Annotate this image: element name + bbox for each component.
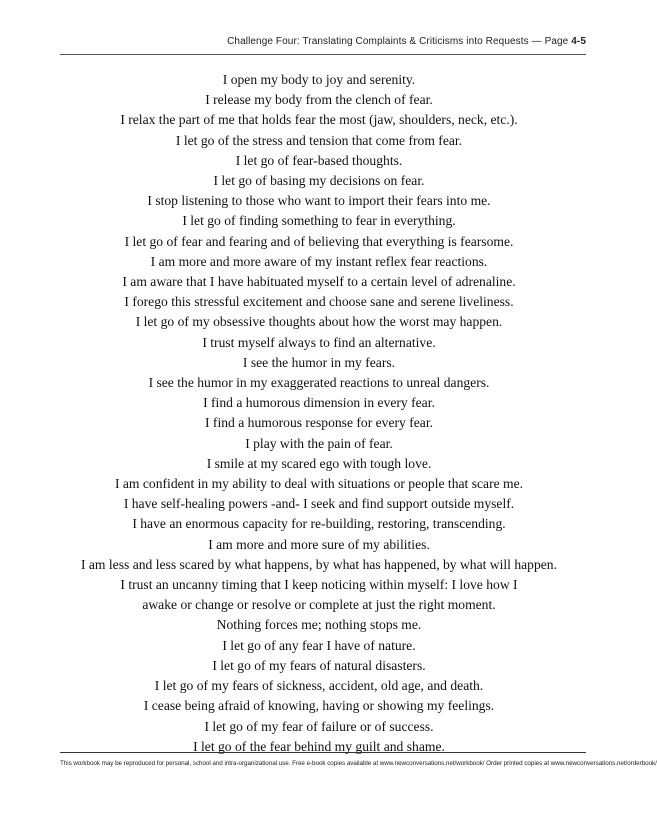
affirmation-line: I let go of my fears of natural disasters.	[212, 657, 426, 673]
affirmation-line: I let go of fear-based thoughts.	[235, 152, 403, 168]
affirmation-line: I have an enormous capacity for re-building, restoring, transcending.	[132, 516, 506, 532]
affirmation-line: I smile at my scared ego with tough love.	[206, 455, 432, 471]
affirmation-line-wrapped	[20, 575, 618, 615]
running-title: Challenge Four: Translating Complaints & Criticisms into Requests — Page	[227, 36, 569, 47]
affirmation-line-part: awake or change or resolve or complete at just the right moment.	[142, 597, 496, 613]
affirmation-line: I release my body from the clench of fear.	[205, 92, 433, 108]
affirmation-line: I let go of my fear of failure or of success.	[204, 718, 434, 734]
affirmation-line: I find a humorous response for every fear.	[205, 415, 433, 431]
affirmation-line: I am more and more aware of my instant reflex fear reactions.	[150, 253, 488, 269]
affirmation-line: I let go of the fear behind my guilt and shame.	[193, 738, 445, 754]
affirmation-line: I play with the pain of fear.	[245, 435, 393, 451]
footer-notice: This workbook may be reproduced for personal, school and intra-organizational use. Free e-book copies available at www.newconversations.net/workbook/ Order printed copies at www.newconversations.net/orderbook/	[60, 760, 657, 767]
affirmation-line: I trust myself always to find an alternative.	[202, 334, 436, 350]
affirmation-line: I let go of fear and fearing and of believing that everything is fearsome.	[124, 233, 514, 249]
affirmation-line: I let go of my fears of sickness, accident, old age, and death.	[154, 678, 484, 694]
affirmation-line: I am aware that I have habituated myself to a certain level of adrenaline.	[122, 274, 516, 290]
affirmation-line: I find a humorous dimension in every fear.	[203, 395, 435, 411]
affirmation-line: I forego this stressful excitement and choose sane and serene liveliness.	[124, 294, 514, 310]
affirmation-line: I am confident in my ability to deal with situations or people that scare me.	[114, 476, 524, 492]
header-divider	[60, 54, 586, 55]
page-number: 4-5	[571, 36, 586, 47]
affirmation-line: I am less and less scared by what happens, by what has happened, by what will happen.	[80, 556, 558, 572]
affirmation-line: I am more and more sure of my abilities.	[208, 536, 430, 552]
affirmation-line: I have self-healing powers -and- I seek and find support outside myself.	[123, 496, 515, 512]
affirmation-line: I relax the part of me that holds fear the most (jaw, shoulders, neck, etc.).	[120, 112, 518, 128]
affirmation-line: I let go of finding something to fear in everything.	[182, 213, 456, 229]
affirmation-line: I open my body to joy and serenity.	[222, 72, 416, 87]
affirmation-line: I see the humor in my exaggerated reactions to unreal dangers.	[148, 375, 490, 391]
affirmation-line: I let go of basing my decisions on fear.	[213, 173, 425, 189]
affirmation-line: I let go of the stress and tension that come from fear.	[175, 132, 463, 148]
affirmation-line: Nothing forces me; nothing stops me.	[216, 617, 422, 633]
affirmation-line-part: I trust an uncanny timing that I keep noticing within myself: I love how I	[120, 577, 518, 593]
affirmation-line: I let go of any fear I have of nature.	[222, 637, 416, 653]
affirmation-line: I let go of my obsessive thoughts about how the worst may happen.	[135, 314, 503, 330]
affirmation-line: I stop listening to those who want to import their fears into me.	[147, 193, 491, 209]
affirmation-list	[20, 70, 618, 757]
footer-divider	[60, 752, 586, 753]
page-header	[60, 36, 586, 47]
affirmation-line: I cease being afraid of knowing, having or showing my feelings.	[143, 698, 495, 714]
affirmation-line: I see the humor in my fears.	[242, 354, 396, 370]
